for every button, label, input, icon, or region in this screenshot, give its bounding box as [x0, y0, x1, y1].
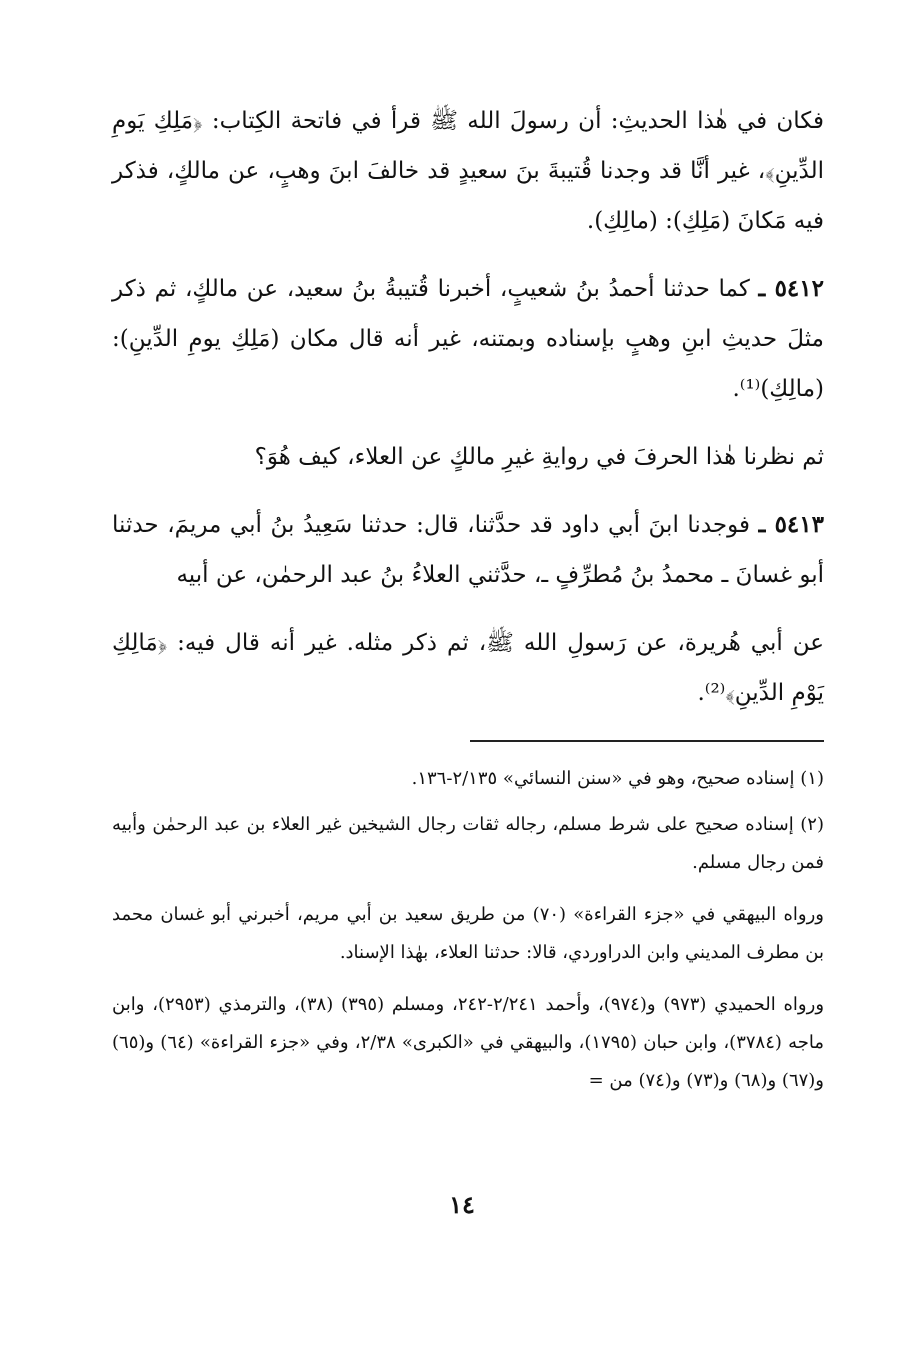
hadith-5413	[112, 500, 824, 600]
footnote-2-continued: ورواه البيهقي في «جزء القراءة» (٧٠) من طريق سعيد بن أبي مريم، أخبرني أبو غسان محمد بن مطرف المديني وابن الدراوردي، قالا: حدثنا العلاء، بهٰذا الإسناد.	[112, 904, 824, 963]
hadith-continuation: عن أبي هُريرة، عن رَسولِ الله ﷺ، ثم ذكر مثله. غير أنه قال فيه: ﴿مَالِكِ يَوْمِ الدِّينِ﴾⁽²⁾.	[112, 630, 824, 706]
footnote-2: (٢) إسناده صحيح على شرط مسلم، رجاله ثقات رجال الشيخين غير العلاء بن عبد الرحمٰن وأبيه فمن رجال مسلم.	[112, 814, 824, 873]
footnotes	[112, 760, 824, 1100]
footnote-separator	[470, 740, 824, 742]
hadith-number: ٥٤١٢ ـ	[758, 275, 824, 302]
footnote-2-sources: ورواه الحميدي (٩٧٣) و(٩٧٤)، وأحمد ٢/٢٤١-٢٤٢، ومسلم (٣٩٥) (٣٨)، والترمذي (٢٩٥٣)، وابن ماجه (٣٧٨٤)، وابن حبان (١٧٩٥)، والبيهقي في «الكبرى» ٢/٣٨، وفي «جزء القراءة» (٦٤) و(٦٥) و(٦٧) و(٦٨) و(٧٣) و(٧٤) من =	[112, 994, 825, 1091]
footnote-1: (١) إسناده صحيح، وهو في «سنن النسائي» ٢/١٣٥-١٣٦.	[411, 768, 824, 789]
hadith-text: فوجدنا ابنَ أبي داود قد حدَّثنا، قال: حدثنا سَعِيدُ بنُ أبي مريمَ، حدثنا أبو غسانَ ـ محمدُ بنُ مُطرِّفٍ ـ، حدَّثني العلاءُ بنُ عبد الرحمٰن، عن أبيه	[112, 512, 824, 588]
hadith-text: كما حدثنا أحمدُ بنُ شعيبٍ، أخبرنا قُتيبةُ بنُ سعيد، عن مالكٍ، ثم ذكر مثلَ حديثِ ابنِ وهبٍ بإسناده وبمتنه، غير أنه قال مكان (مَلِكِ يومِ الدِّينِ): (مالِكِ)⁽¹⁾.	[112, 276, 824, 402]
page-number: ١٤	[449, 1190, 475, 1219]
hadith-number: ٥٤١٣ ـ	[758, 511, 824, 538]
document-page	[112, 96, 824, 1336]
paragraph-question: ثم نظرنا هٰذا الحرفَ في روايةِ غيرِ مالكٍ عن العلاء، كيف هُوَ؟	[254, 444, 824, 470]
main-text	[112, 96, 824, 718]
paragraph-commentary: فكان في هٰذا الحديثِ: أن رسولَ الله ﷺ قرأ في فاتحة الكِتاب: ﴿مَلِكِ يَومِ الدِّينِ﴾، غير أنَّا قد وجدنا قُتيبةَ بنَ سعيدٍ قد خالفَ ابنَ وهبٍ، عن مالكٍ، فذكر فيه مَكانَ (مَلِكِ): (مالِكِ).	[112, 108, 824, 234]
hadith-5412	[112, 264, 824, 414]
